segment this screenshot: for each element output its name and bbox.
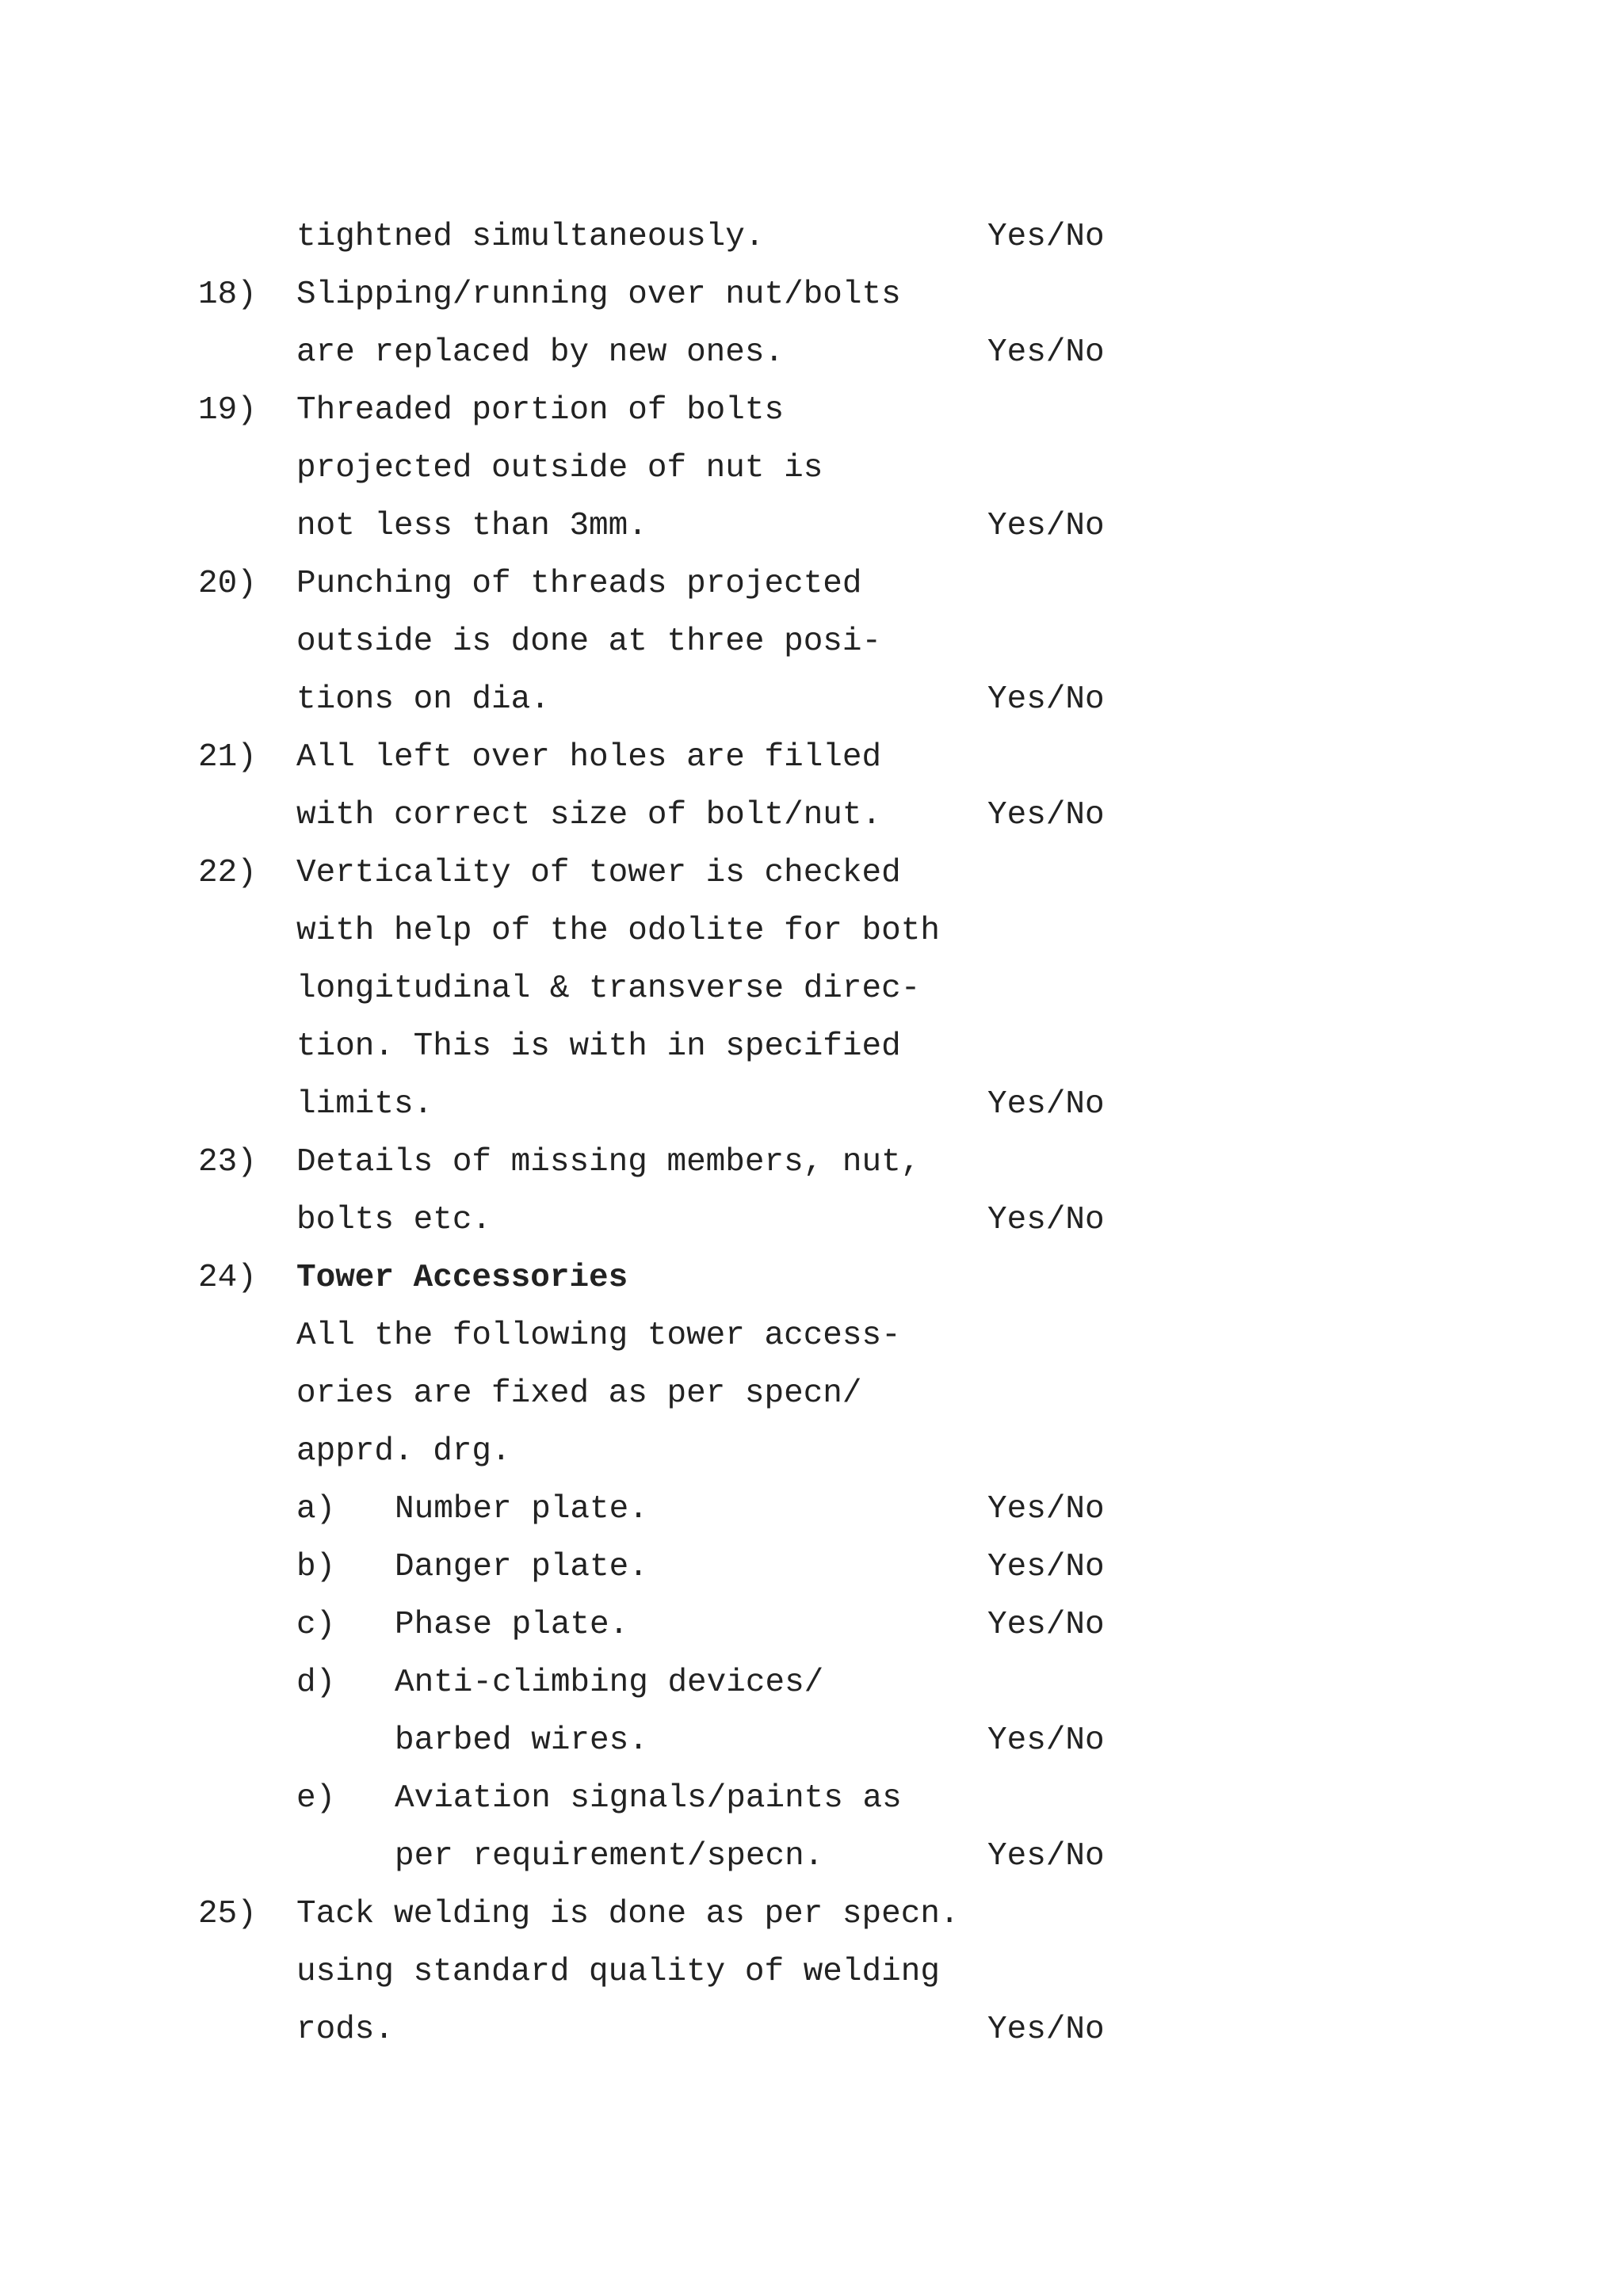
line-2: [0, 266, 1623, 324]
line-19: [0, 1249, 1623, 1307]
yes-no-answer: Yes/No: [987, 334, 1105, 371]
item-text: tightned simultaneously.: [296, 219, 765, 255]
item-text: tions on dia.: [296, 681, 550, 718]
line-4: [0, 382, 1623, 440]
item-text: with help of the odolite for both: [296, 913, 940, 949]
item-number: 22): [198, 855, 257, 891]
line-15: [0, 1018, 1623, 1076]
line-3: [0, 324, 1623, 382]
line-25: [0, 1596, 1623, 1654]
sub-item-text: Danger plate.: [395, 1549, 648, 1585]
yes-no-answer: Yes/No: [987, 681, 1105, 718]
yes-no-answer: Yes/No: [987, 1722, 1105, 1759]
yes-no-answer: Yes/No: [987, 508, 1105, 544]
yes-no-answer: Yes/No: [987, 1491, 1105, 1527]
line-6: [0, 498, 1623, 555]
sub-item-letter: b): [296, 1549, 336, 1585]
item-text: Tack welding is done as per specn.: [296, 1896, 960, 1932]
line-11: [0, 787, 1623, 845]
sub-item-text: Number plate.: [395, 1491, 648, 1527]
sub-item-text: Aviation signals/paints as: [395, 1780, 902, 1817]
item-text: All the following tower access-: [296, 1318, 901, 1354]
line-24: [0, 1539, 1623, 1596]
line-30: [0, 1886, 1623, 1943]
item-text: All left over holes are filled: [296, 739, 882, 776]
line-9: [0, 671, 1623, 729]
item-text: bolts etc.: [296, 1202, 492, 1238]
item-text: using standard quality of welding: [296, 1954, 940, 1990]
sub-item-letter: a): [296, 1491, 336, 1527]
line-17: [0, 1134, 1623, 1192]
item-text: outside is done at three posi-: [296, 624, 882, 660]
line-12: [0, 845, 1623, 902]
line-26: [0, 1654, 1623, 1712]
line-28: [0, 1770, 1623, 1828]
line-18: [0, 1192, 1623, 1249]
line-13: [0, 902, 1623, 960]
item-text: with correct size of bolt/nut.: [296, 797, 882, 833]
line-32: [0, 2001, 1623, 2059]
item-text: Slipping/running over nut/bolts: [296, 277, 901, 313]
item-number: 20): [198, 566, 257, 602]
sub-item-text: barbed wires.: [395, 1722, 648, 1759]
sub-item-letter: c): [296, 1607, 336, 1643]
sub-item-letter: d): [296, 1665, 336, 1701]
item-number: 25): [198, 1896, 257, 1932]
line-8: [0, 613, 1623, 671]
yes-no-answer: Yes/No: [987, 1549, 1105, 1585]
line-1: [0, 208, 1623, 266]
item-text: Punching of threads projected: [296, 566, 862, 602]
line-16: [0, 1076, 1623, 1134]
item-text: are replaced by new ones.: [296, 334, 785, 371]
line-10: [0, 729, 1623, 787]
line-14: [0, 960, 1623, 1018]
item-text: ories are fixed as per specn/: [296, 1375, 862, 1412]
yes-no-answer: Yes/No: [987, 1838, 1105, 1875]
yes-no-answer: Yes/No: [987, 219, 1105, 255]
item-text: rods.: [296, 2012, 395, 2048]
sub-item-text: Anti-climbing devices/: [395, 1665, 824, 1701]
line-20: [0, 1307, 1623, 1365]
line-21: [0, 1365, 1623, 1423]
line-5: [0, 440, 1623, 498]
item-number: 19): [198, 392, 257, 429]
item-text: not less than 3mm.: [296, 508, 647, 544]
yes-no-answer: Yes/No: [987, 1086, 1105, 1123]
item-number: 23): [198, 1144, 257, 1180]
section-heading: Tower Accessories: [296, 1260, 628, 1296]
item-text: apprd. drg.: [296, 1433, 511, 1470]
line-31: [0, 1943, 1623, 2001]
yes-no-answer: Yes/No: [987, 1202, 1105, 1238]
item-text: tion. This is with in specified: [296, 1028, 901, 1065]
yes-no-answer: Yes/No: [987, 1607, 1105, 1643]
item-text: Verticality of tower is checked: [296, 855, 901, 891]
item-text: limits.: [296, 1086, 433, 1123]
line-29: [0, 1828, 1623, 1886]
item-text: longitudinal & transverse direc-: [296, 971, 921, 1007]
line-7: [0, 555, 1623, 613]
item-number: 18): [198, 277, 257, 313]
sub-item-text: per requirement/specn.: [395, 1838, 824, 1875]
sub-item-text: Phase plate.: [395, 1607, 629, 1643]
line-22: [0, 1423, 1623, 1481]
item-text: projected outside of nut is: [296, 450, 823, 486]
item-number: 21): [198, 739, 257, 776]
item-text: Details of missing members, nut,: [296, 1144, 921, 1180]
yes-no-answer: Yes/No: [987, 2012, 1105, 2048]
sub-item-letter: e): [296, 1780, 336, 1817]
yes-no-answer: Yes/No: [987, 797, 1105, 833]
line-23: [0, 1481, 1623, 1539]
line-27: [0, 1712, 1623, 1770]
item-text: Threaded portion of bolts: [296, 392, 785, 429]
item-number: 24): [198, 1260, 257, 1296]
